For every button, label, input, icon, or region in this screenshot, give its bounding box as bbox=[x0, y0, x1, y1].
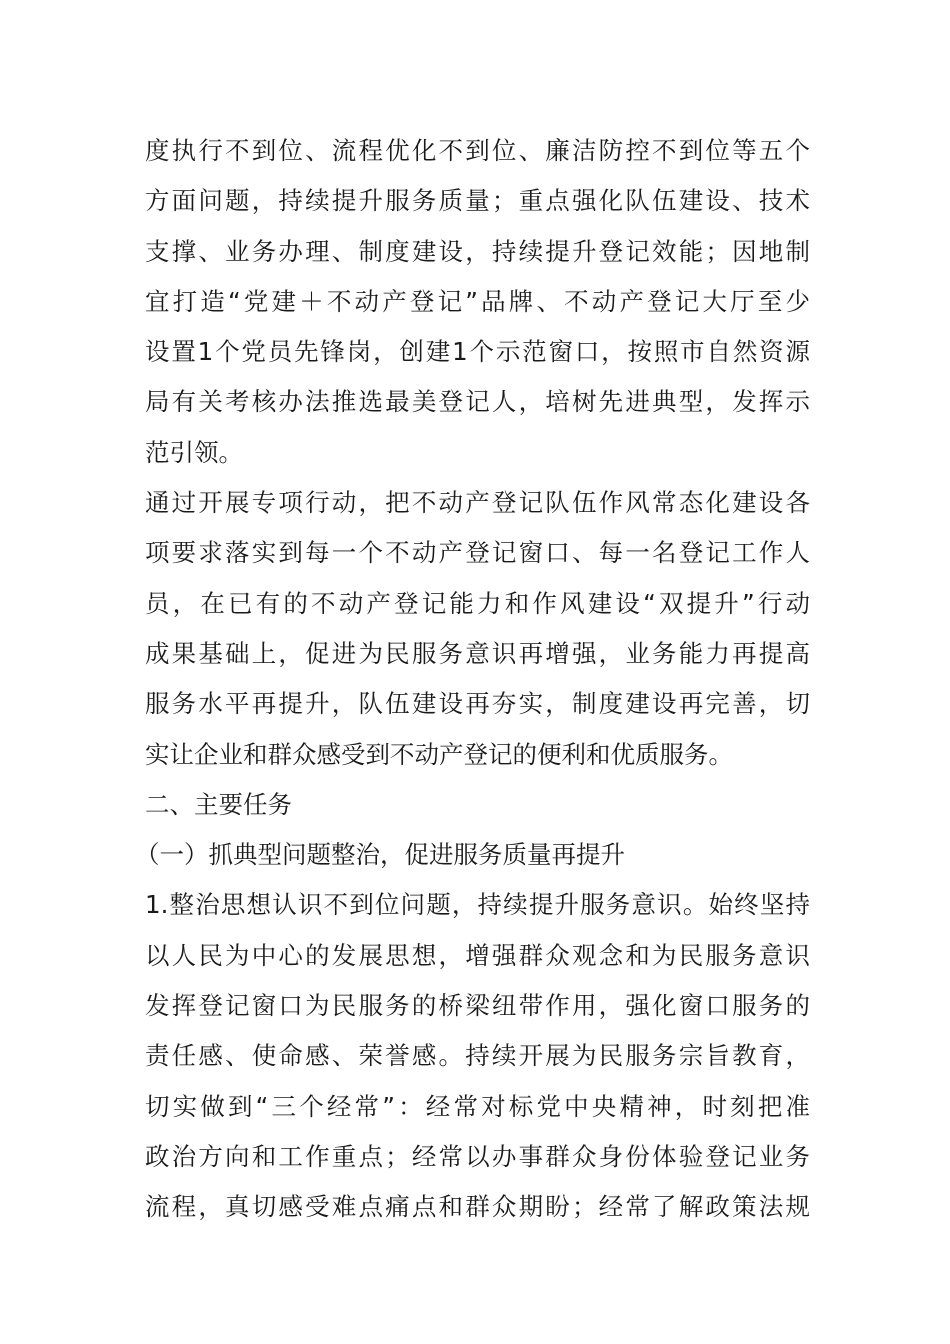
text-line: 员，在已有的不动产登记能力和作风建设“双提升”行动 bbox=[145, 588, 810, 618]
paragraph-task-1 bbox=[145, 880, 810, 1232]
text-line: 项要求落实到每一个不动产登记窗口、每一名登记工作人 bbox=[145, 538, 810, 568]
text-line: 范引领。 bbox=[145, 437, 243, 467]
text-line: 设置1个党员先锋岗，创建1个示范窗口，按照市自然资源 bbox=[145, 337, 810, 367]
text-line: 服务水平再提升，队伍建设再夯实，制度建设再完善，切 bbox=[145, 689, 810, 719]
text-line: 政治方向和工作重点；经常以办事群众身份体验登记业务 bbox=[145, 1141, 810, 1171]
text-line: 以人民为中心的发展思想，增强群众观念和为民服务意识 bbox=[145, 940, 810, 970]
paragraph-service-quality bbox=[145, 126, 810, 478]
text-line: 责任感、使命感、荣誉感。持续开展为民服务宗旨教育， bbox=[145, 1041, 810, 1071]
text-line: 切实做到“三个经常”：经常对标党中央精神，时刻把准 bbox=[145, 1091, 810, 1121]
text-line: 宜打造“党建＋不动产登记”品牌、不动产登记大厅至少 bbox=[145, 286, 810, 316]
text-line: 实让企业和群众感受到不动产登记的便利和优质服务。 bbox=[145, 739, 733, 769]
text-line: 方面问题，持续提升服务质量；重点强化队伍建设、技术 bbox=[145, 186, 810, 216]
text-line: 1.整治思想认识不到位问题，持续提升服务意识。始终坚持 bbox=[145, 890, 810, 920]
subsection-heading: （一）抓典型问题整治，促进服务质量再提升 bbox=[135, 840, 625, 870]
text-line: 成果基础上，促进为民服务意识再增强，业务能力再提高 bbox=[145, 638, 810, 668]
text-line: 局有关考核办法推选最美登记人，培树先进典型，发挥示 bbox=[145, 387, 810, 417]
section-heading: 二、主要任务 bbox=[145, 789, 292, 819]
text-line: 流程，真切感受难点痛点和群众期盼；经常了解政策法规 bbox=[145, 1192, 810, 1222]
text-line: 发挥登记窗口为民服务的桥梁纽带作用，强化窗口服务的 bbox=[145, 991, 810, 1021]
text-line: 通过开展专项行动，把不动产登记队伍作风常态化建设各 bbox=[145, 488, 810, 518]
text-line: 支撑、业务办理、制度建设，持续提升登记效能；因地制 bbox=[145, 236, 810, 266]
paragraph-special-action bbox=[145, 478, 810, 780]
text-line: 度执行不到位、流程优化不到位、廉洁防控不到位等五个 bbox=[145, 136, 810, 165]
document-body bbox=[135, 126, 810, 1233]
